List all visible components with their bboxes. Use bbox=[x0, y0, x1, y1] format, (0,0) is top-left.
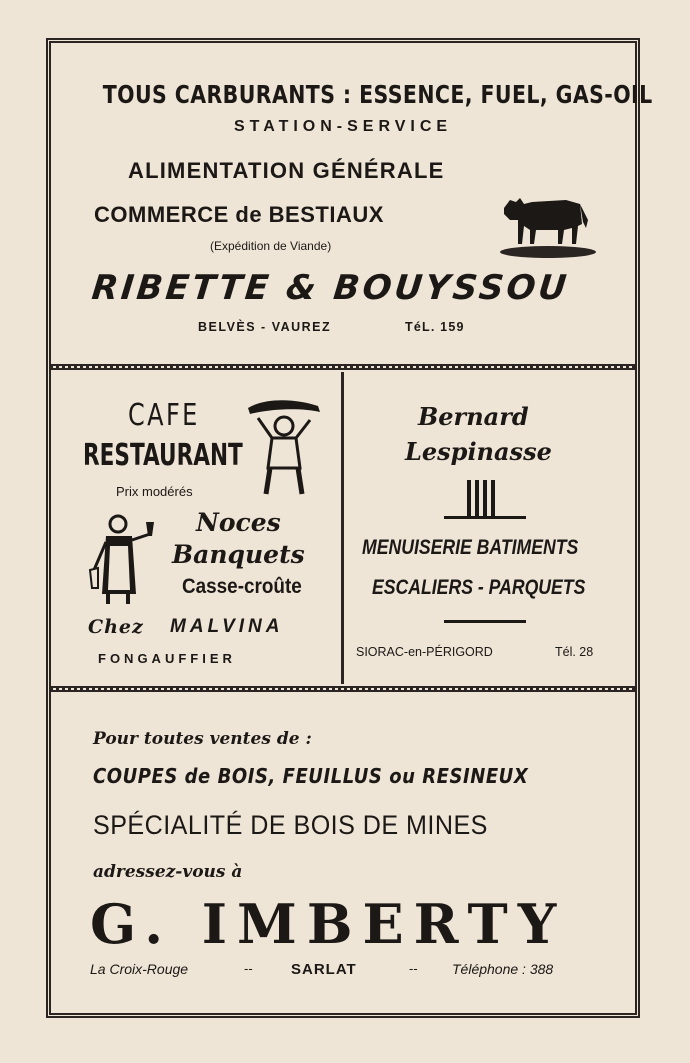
specialty-heading: SPÉCIALITÉ DE BOIS DE MINES bbox=[93, 810, 488, 840]
phone-number: TéL. 159 bbox=[405, 320, 465, 334]
business-name: G. IMBERTY bbox=[90, 892, 567, 956]
divider-top bbox=[50, 364, 636, 370]
location: SIORAC-en-PÉRIGORD bbox=[356, 645, 493, 659]
grocery-heading: ALIMENTATION GÉNÉRALE bbox=[128, 158, 445, 183]
station-service-label: STATION-SERVICE bbox=[233, 118, 453, 135]
stairs-heading: ESCALIERS - PARQUETS bbox=[372, 576, 586, 599]
separator: -- bbox=[409, 961, 418, 976]
owner-last-name: Lespinasse bbox=[405, 437, 552, 466]
prices-note: Prix modérés bbox=[116, 484, 193, 499]
phone-number: Tél. 28 bbox=[555, 645, 594, 659]
livestock-heading: COMMERCE de BESTIAUX bbox=[94, 202, 384, 227]
restaurant-heading: RESTAURANT bbox=[83, 438, 243, 473]
sales-intro: Pour toutes ventes de : bbox=[93, 729, 312, 749]
chez-label: Chez bbox=[88, 616, 144, 638]
separator: -- bbox=[244, 961, 253, 976]
cow-icon bbox=[496, 190, 600, 260]
locality: La Croix-Rouge bbox=[90, 961, 189, 977]
owner-name: MALVINA bbox=[170, 616, 284, 637]
snack-label: Casse-croûte bbox=[182, 575, 302, 598]
joinery-heading: MENUISERIE BATIMENTS bbox=[362, 536, 579, 559]
divider-bottom bbox=[50, 686, 636, 692]
phone-number: Téléphone : 388 bbox=[452, 961, 554, 977]
divider-vertical bbox=[341, 372, 344, 684]
lumber-icon bbox=[444, 478, 526, 522]
waiter-with-wine-icon bbox=[88, 512, 158, 606]
meat-shipping-note: (Expédition de Viande) bbox=[210, 239, 332, 253]
location: BELVÈS - VAUREZ bbox=[198, 320, 332, 334]
rule-line bbox=[444, 620, 526, 623]
waiter-icon bbox=[244, 398, 326, 500]
village-name: FONGAUFFIER bbox=[98, 651, 236, 666]
fuel-heading: TOUS CARBURANTS : ESSENCE, FUEL, GAS-OIL bbox=[102, 80, 653, 109]
address-intro: adressez-vous à bbox=[93, 862, 243, 882]
cafe-heading: CAFE bbox=[128, 398, 200, 433]
weddings-label: Noces bbox=[196, 508, 281, 537]
owner-first-name: Bernard bbox=[418, 402, 529, 431]
wood-types: COUPES de BOIS, FEUILLUS ou RESINEUX bbox=[93, 764, 529, 788]
business-name: RIBETTE & BOUYSSOU bbox=[89, 268, 572, 308]
banquets-label: Banquets bbox=[172, 540, 305, 569]
city: SARLAT bbox=[291, 961, 357, 978]
